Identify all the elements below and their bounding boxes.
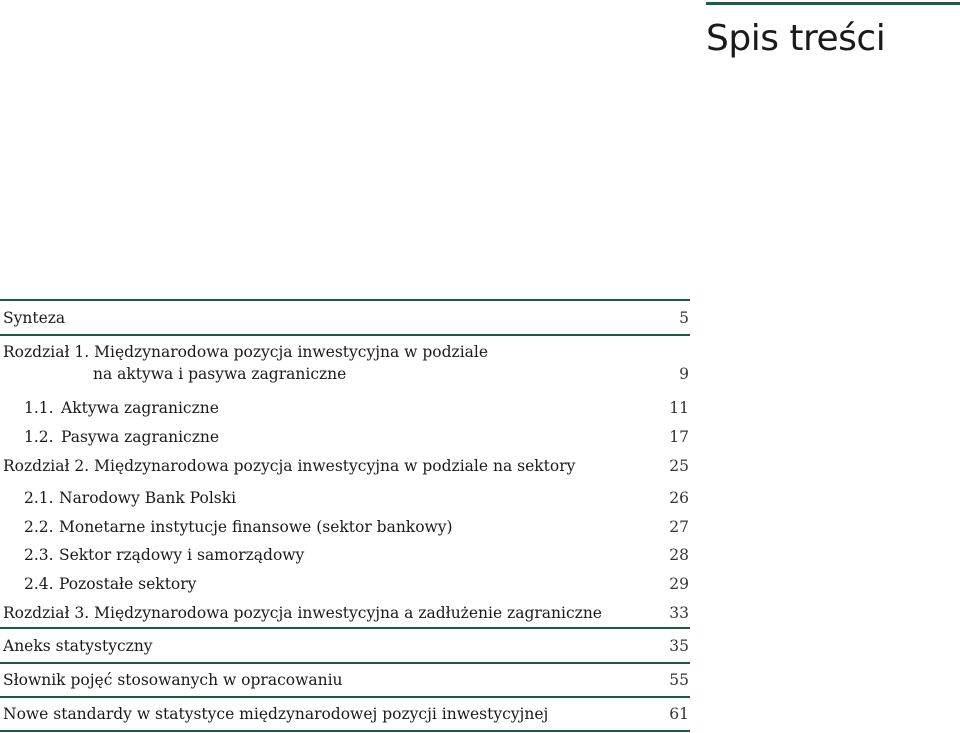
toc-rule (0, 696, 690, 698)
toc-entry-number: 1.2. (24, 428, 54, 446)
header-rule (706, 2, 960, 5)
toc-rule (0, 334, 690, 336)
toc-entry-label: Pozostałe sektory (59, 575, 197, 593)
toc-entry-label: Słownik pojęć stosowanych w opracowaniu (3, 671, 343, 689)
toc-entry-label: Aktywa zagraniczne (61, 399, 219, 417)
toc-entry-label-continued: na aktywa i pasywa zagraniczne (93, 365, 347, 383)
toc-rule (0, 730, 690, 732)
toc-entry-number: 2.3. (24, 546, 54, 564)
toc-entry-label: Aneks statystyczny (3, 637, 153, 655)
toc-rule (0, 299, 690, 301)
toc-entry-page: 11 (669, 399, 689, 417)
toc-entry-label: Rozdział 2. Międzynarodowa pozycja inwestycyjna w podziale na sektory (3, 457, 576, 475)
toc-entry-label: Synteza (3, 309, 66, 327)
toc-entry-page: 61 (669, 705, 689, 723)
toc-entry-page: 17 (669, 428, 689, 446)
toc-entry-label: Pasywa zagraniczne (61, 428, 220, 446)
toc-entry-label: Narodowy Bank Polski (59, 489, 237, 507)
page-title: Spis treści (706, 18, 886, 59)
toc-entry-label: Monetarne instytucje finansowe (sektor bankowy) (59, 518, 453, 536)
toc-entry-page: 29 (669, 575, 689, 593)
toc-entry-page: 9 (679, 365, 689, 383)
toc-entry-page: 25 (669, 457, 689, 475)
toc-entry-label: Nowe standardy w statystyce międzynarodowej pozycji inwestycyjnej (3, 705, 549, 723)
toc-entry-page: 26 (669, 489, 689, 507)
toc-entry-page: 5 (679, 309, 689, 327)
toc-entry-number: 2.2. (24, 518, 54, 536)
toc-entry-number: 2.1. (24, 489, 54, 507)
toc-entry-label: Sektor rządowy i samorządowy (59, 546, 305, 564)
toc-entry-page: 55 (669, 671, 689, 689)
toc-entry-number: 1.1. (24, 399, 54, 417)
toc-rule (0, 662, 690, 664)
toc-entry-chapter-1[interactable] (3, 342, 689, 386)
toc-entry-label: Rozdział 3. Międzynarodowa pozycja inwestycyjna a zadłużenie zagraniczne (3, 604, 602, 622)
toc-entry-number: 2.4. (24, 575, 54, 593)
toc-entry-page: 27 (669, 518, 689, 536)
toc-entry-page: 33 (669, 604, 689, 622)
toc-entry-page: 28 (669, 546, 689, 564)
toc-entry-page: 35 (669, 637, 689, 655)
toc-entry-label: Rozdział 1. Międzynarodowa pozycja inwestycyjna w podziale (3, 343, 489, 361)
toc-rule (0, 627, 690, 629)
